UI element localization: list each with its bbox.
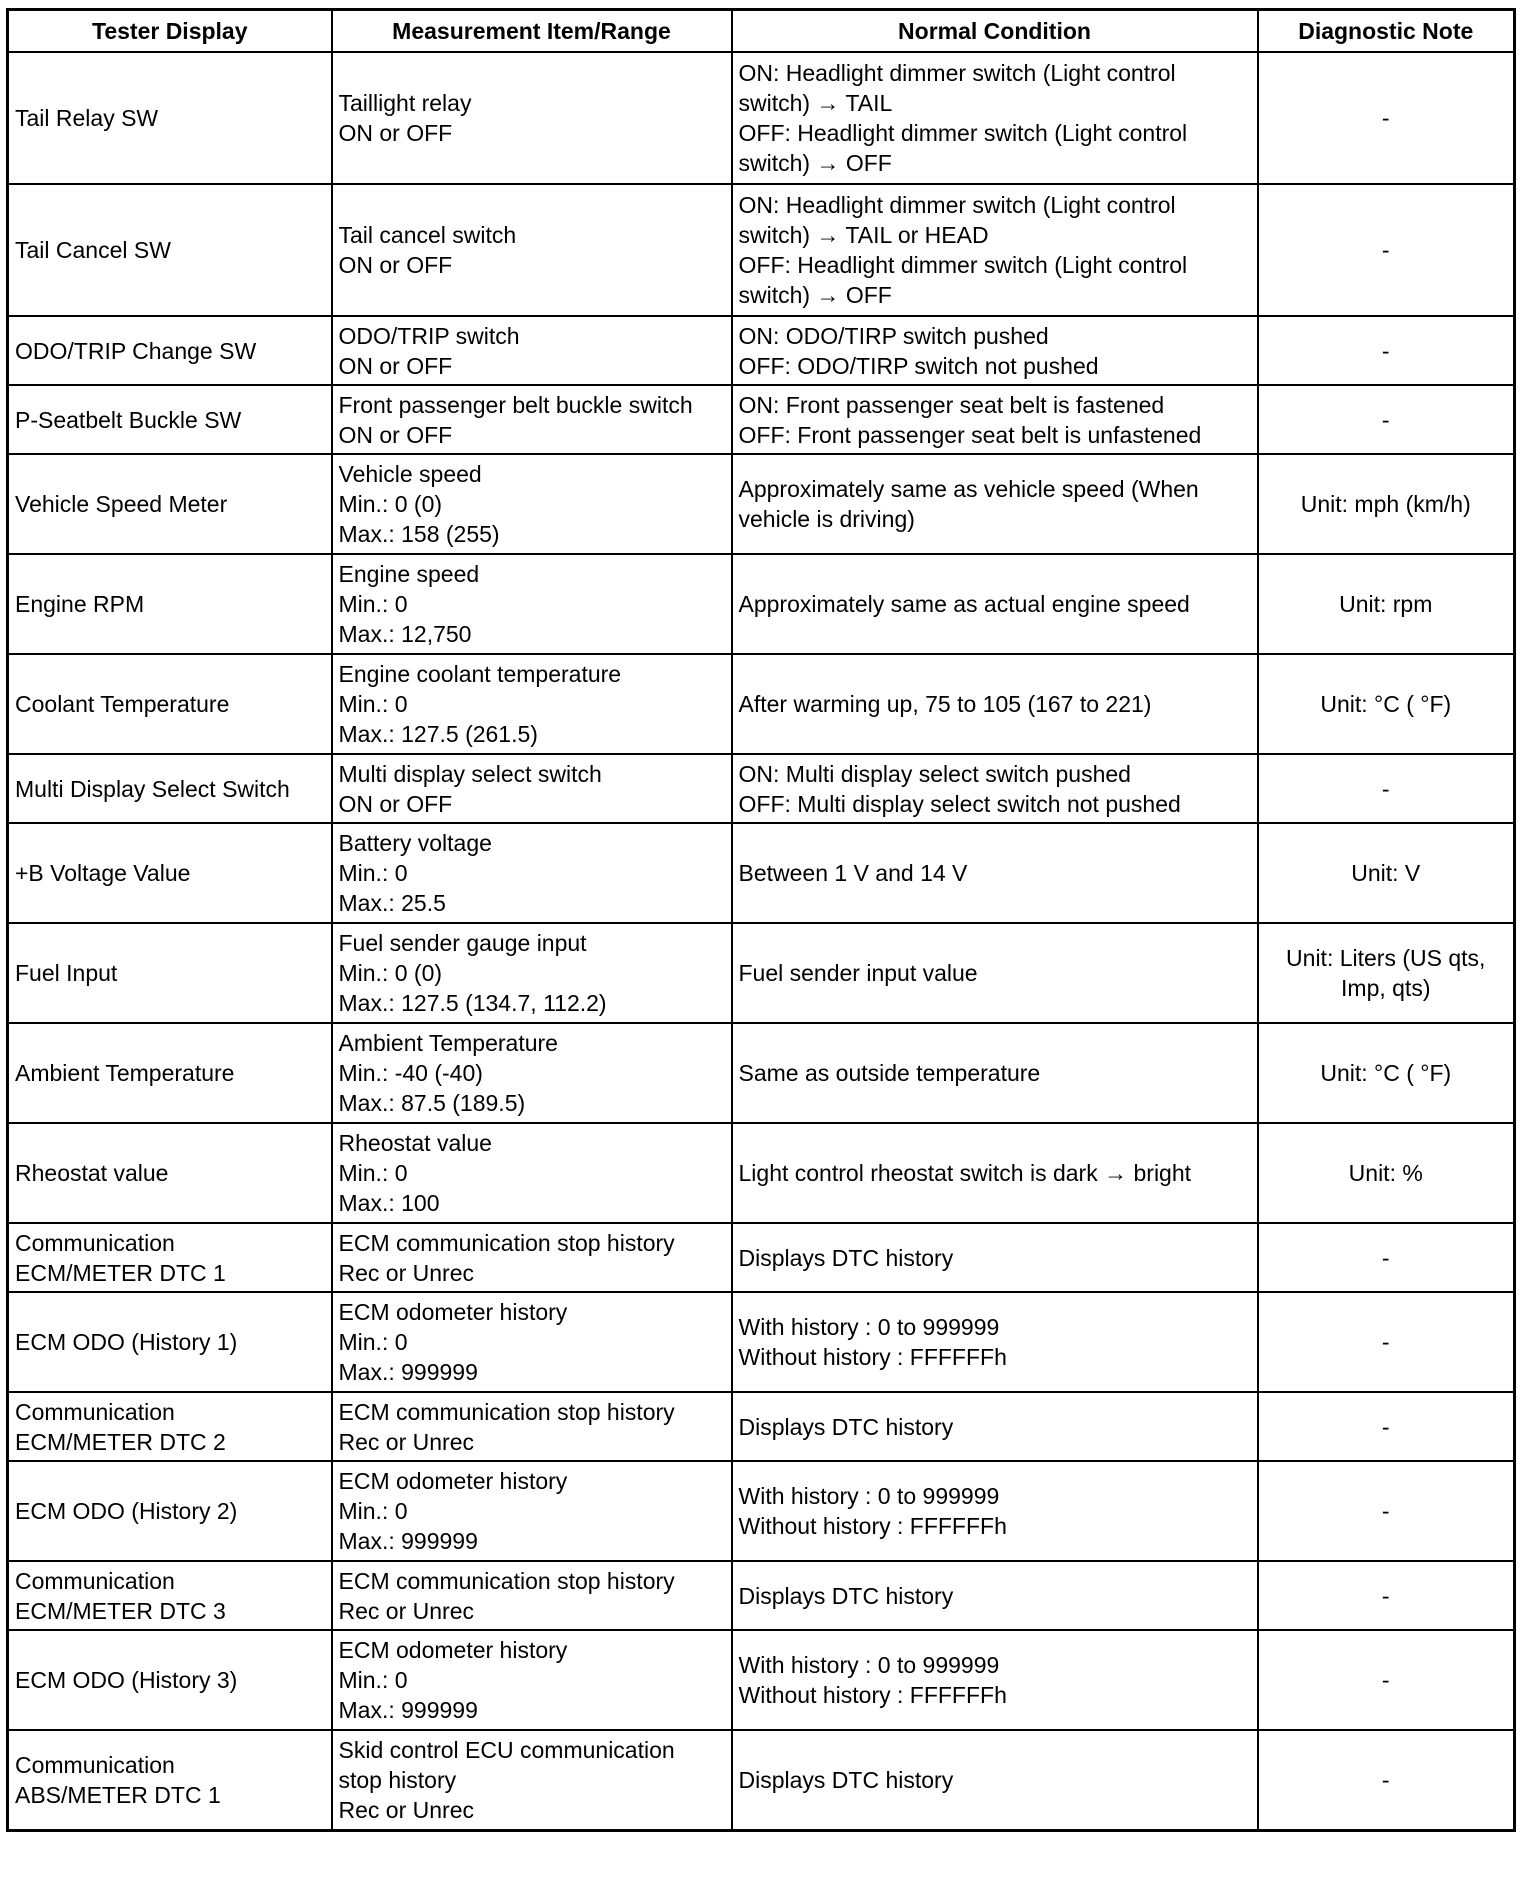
diagnostic-note-cell: - <box>1258 1730 1515 1831</box>
diagnostic-note-cell: Unit: °C ( °F) <box>1258 1023 1515 1123</box>
table-row <box>8 385 1515 454</box>
tester-display-cell: Rheostat value <box>8 1123 332 1223</box>
normal-condition-cell: Approximately same as vehicle speed (When vehicle is driving) <box>732 454 1258 554</box>
normal-condition-cell: ON: ODO/TIRP switch pushed OFF: ODO/TIRP switch not pushed <box>732 316 1258 385</box>
measurement-cell: ECM odometer history Min.: 0 Max.: 999999 <box>332 1292 732 1392</box>
normal-condition-cell: Approximately same as actual engine speed <box>732 554 1258 654</box>
measurement-cell: Tail cancel switch ON or OFF <box>332 184 732 316</box>
table-row <box>8 1630 1515 1730</box>
table-row <box>8 1023 1515 1123</box>
measurement-cell: Multi display select switch ON or OFF <box>332 754 732 823</box>
normal-condition-cell: ON: Headlight dimmer switch (Light control switch) → TAIL or HEAD OFF: Headlight dimmer switch (Light control switch) → OFF <box>732 184 1258 316</box>
diagnostic-note-cell: Unit: rpm <box>1258 554 1515 654</box>
tester-display-cell: Tail Cancel SW <box>8 184 332 316</box>
tester-display-cell: Communication ECM/METER DTC 1 <box>8 1223 332 1292</box>
normal-condition-cell: Fuel sender input value <box>732 923 1258 1023</box>
normal-condition-cell: ON: Multi display select switch pushed OFF: Multi display select switch not pushed <box>732 754 1258 823</box>
table-row <box>8 1730 1515 1831</box>
tester-display-cell: Fuel Input <box>8 923 332 1023</box>
tester-display-cell: Multi Display Select Switch <box>8 754 332 823</box>
normal-condition-cell: Displays DTC history <box>732 1392 1258 1461</box>
table-row <box>8 1461 1515 1561</box>
normal-condition-cell: Displays DTC history <box>732 1730 1258 1831</box>
normal-condition-cell: Displays DTC history <box>732 1561 1258 1630</box>
measurement-cell: Rheostat value Min.: 0 Max.: 100 <box>332 1123 732 1223</box>
normal-condition-cell: With history : 0 to 999999 Without history : FFFFFFh <box>732 1461 1258 1561</box>
measurement-cell: Fuel sender gauge input Min.: 0 (0) Max.: 127.5 (134.7, 112.2) <box>332 923 732 1023</box>
header-measurement-item: Measurement Item/Range <box>332 10 732 53</box>
diagnostic-note-cell: - <box>1258 316 1515 385</box>
table-row <box>8 1223 1515 1292</box>
diagnostic-note-cell: - <box>1258 754 1515 823</box>
data-list-table <box>6 8 1516 1832</box>
tester-display-cell: Ambient Temperature <box>8 1023 332 1123</box>
table-row <box>8 454 1515 554</box>
measurement-cell: ECM odometer history Min.: 0 Max.: 999999 <box>332 1461 732 1561</box>
normal-condition-cell: Same as outside temperature <box>732 1023 1258 1123</box>
tester-display-cell: +B Voltage Value <box>8 823 332 923</box>
diagnostic-note-cell: Unit: °C ( °F) <box>1258 654 1515 754</box>
measurement-cell: Battery voltage Min.: 0 Max.: 25.5 <box>332 823 732 923</box>
normal-condition-cell: Displays DTC history <box>732 1223 1258 1292</box>
diagnostic-note-cell: - <box>1258 1392 1515 1461</box>
normal-condition-cell: After warming up, 75 to 105 (167 to 221) <box>732 654 1258 754</box>
tester-display-cell: Coolant Temperature <box>8 654 332 754</box>
measurement-cell: Engine speed Min.: 0 Max.: 12,750 <box>332 554 732 654</box>
data-list-table-container <box>6 8 1513 1832</box>
table-row <box>8 754 1515 823</box>
diagnostic-note-cell: - <box>1258 1461 1515 1561</box>
header-tester-display: Tester Display <box>8 10 332 53</box>
diagnostic-note-cell: - <box>1258 1223 1515 1292</box>
table-row <box>8 823 1515 923</box>
table-row <box>8 554 1515 654</box>
table-header-row <box>8 10 1515 53</box>
table-row <box>8 1292 1515 1392</box>
tester-display-cell: ECM ODO (History 2) <box>8 1461 332 1561</box>
diagnostic-note-cell: - <box>1258 1292 1515 1392</box>
normal-condition-cell: With history : 0 to 999999 Without history : FFFFFFh <box>732 1292 1258 1392</box>
tester-display-cell: Communication ECM/METER DTC 3 <box>8 1561 332 1630</box>
normal-condition-cell: With history : 0 to 999999 Without history : FFFFFFh <box>732 1630 1258 1730</box>
table-row <box>8 316 1515 385</box>
table-row <box>8 1561 1515 1630</box>
measurement-cell: ODO/TRIP switch ON or OFF <box>332 316 732 385</box>
measurement-cell: ECM communication stop history Rec or Unrec <box>332 1392 732 1461</box>
tester-display-cell: P-Seatbelt Buckle SW <box>8 385 332 454</box>
measurement-cell: ECM odometer history Min.: 0 Max.: 999999 <box>332 1630 732 1730</box>
table-row <box>8 184 1515 316</box>
measurement-cell: Engine coolant temperature Min.: 0 Max.: 127.5 (261.5) <box>332 654 732 754</box>
diagnostic-note-cell: - <box>1258 184 1515 316</box>
measurement-cell: Skid control ECU communication stop history Rec or Unrec <box>332 1730 732 1831</box>
normal-condition-cell: ON: Front passenger seat belt is fastened OFF: Front passenger seat belt is unfastened <box>732 385 1258 454</box>
table-row <box>8 1392 1515 1461</box>
tester-display-cell: Engine RPM <box>8 554 332 654</box>
diagnostic-note-cell: Unit: % <box>1258 1123 1515 1223</box>
tester-display-cell: Communication ECM/METER DTC 2 <box>8 1392 332 1461</box>
table-row <box>8 52 1515 184</box>
header-normal-condition: Normal Condition <box>732 10 1258 53</box>
measurement-cell: Front passenger belt buckle switch ON or OFF <box>332 385 732 454</box>
measurement-cell: ECM communication stop history Rec or Unrec <box>332 1223 732 1292</box>
tester-display-cell: ODO/TRIP Change SW <box>8 316 332 385</box>
normal-condition-cell: Light control rheostat switch is dark → bright <box>732 1123 1258 1223</box>
measurement-cell: Ambient Temperature Min.: -40 (-40) Max.: 87.5 (189.5) <box>332 1023 732 1123</box>
header-diagnostic-note: Diagnostic Note <box>1258 10 1515 53</box>
diagnostic-note-cell: Unit: Liters (US qts, Imp, qts) <box>1258 923 1515 1023</box>
normal-condition-cell: ON: Headlight dimmer switch (Light control switch) → TAIL OFF: Headlight dimmer switch (Light control switch) → OFF <box>732 52 1258 184</box>
measurement-cell: ECM communication stop history Rec or Unrec <box>332 1561 732 1630</box>
tester-display-cell: Communication ABS/METER DTC 1 <box>8 1730 332 1831</box>
diagnostic-note-cell: - <box>1258 1561 1515 1630</box>
tester-display-cell: ECM ODO (History 3) <box>8 1630 332 1730</box>
diagnostic-note-cell: - <box>1258 52 1515 184</box>
table-row <box>8 654 1515 754</box>
tester-display-cell: ECM ODO (History 1) <box>8 1292 332 1392</box>
table-row <box>8 1123 1515 1223</box>
table-row <box>8 923 1515 1023</box>
diagnostic-note-cell: Unit: V <box>1258 823 1515 923</box>
tester-display-cell: Tail Relay SW <box>8 52 332 184</box>
measurement-cell: Taillight relay ON or OFF <box>332 52 732 184</box>
diagnostic-note-cell: - <box>1258 1630 1515 1730</box>
diagnostic-note-cell: - <box>1258 385 1515 454</box>
tester-display-cell: Vehicle Speed Meter <box>8 454 332 554</box>
measurement-cell: Vehicle speed Min.: 0 (0) Max.: 158 (255) <box>332 454 732 554</box>
diagnostic-note-cell: Unit: mph (km/h) <box>1258 454 1515 554</box>
normal-condition-cell: Between 1 V and 14 V <box>732 823 1258 923</box>
